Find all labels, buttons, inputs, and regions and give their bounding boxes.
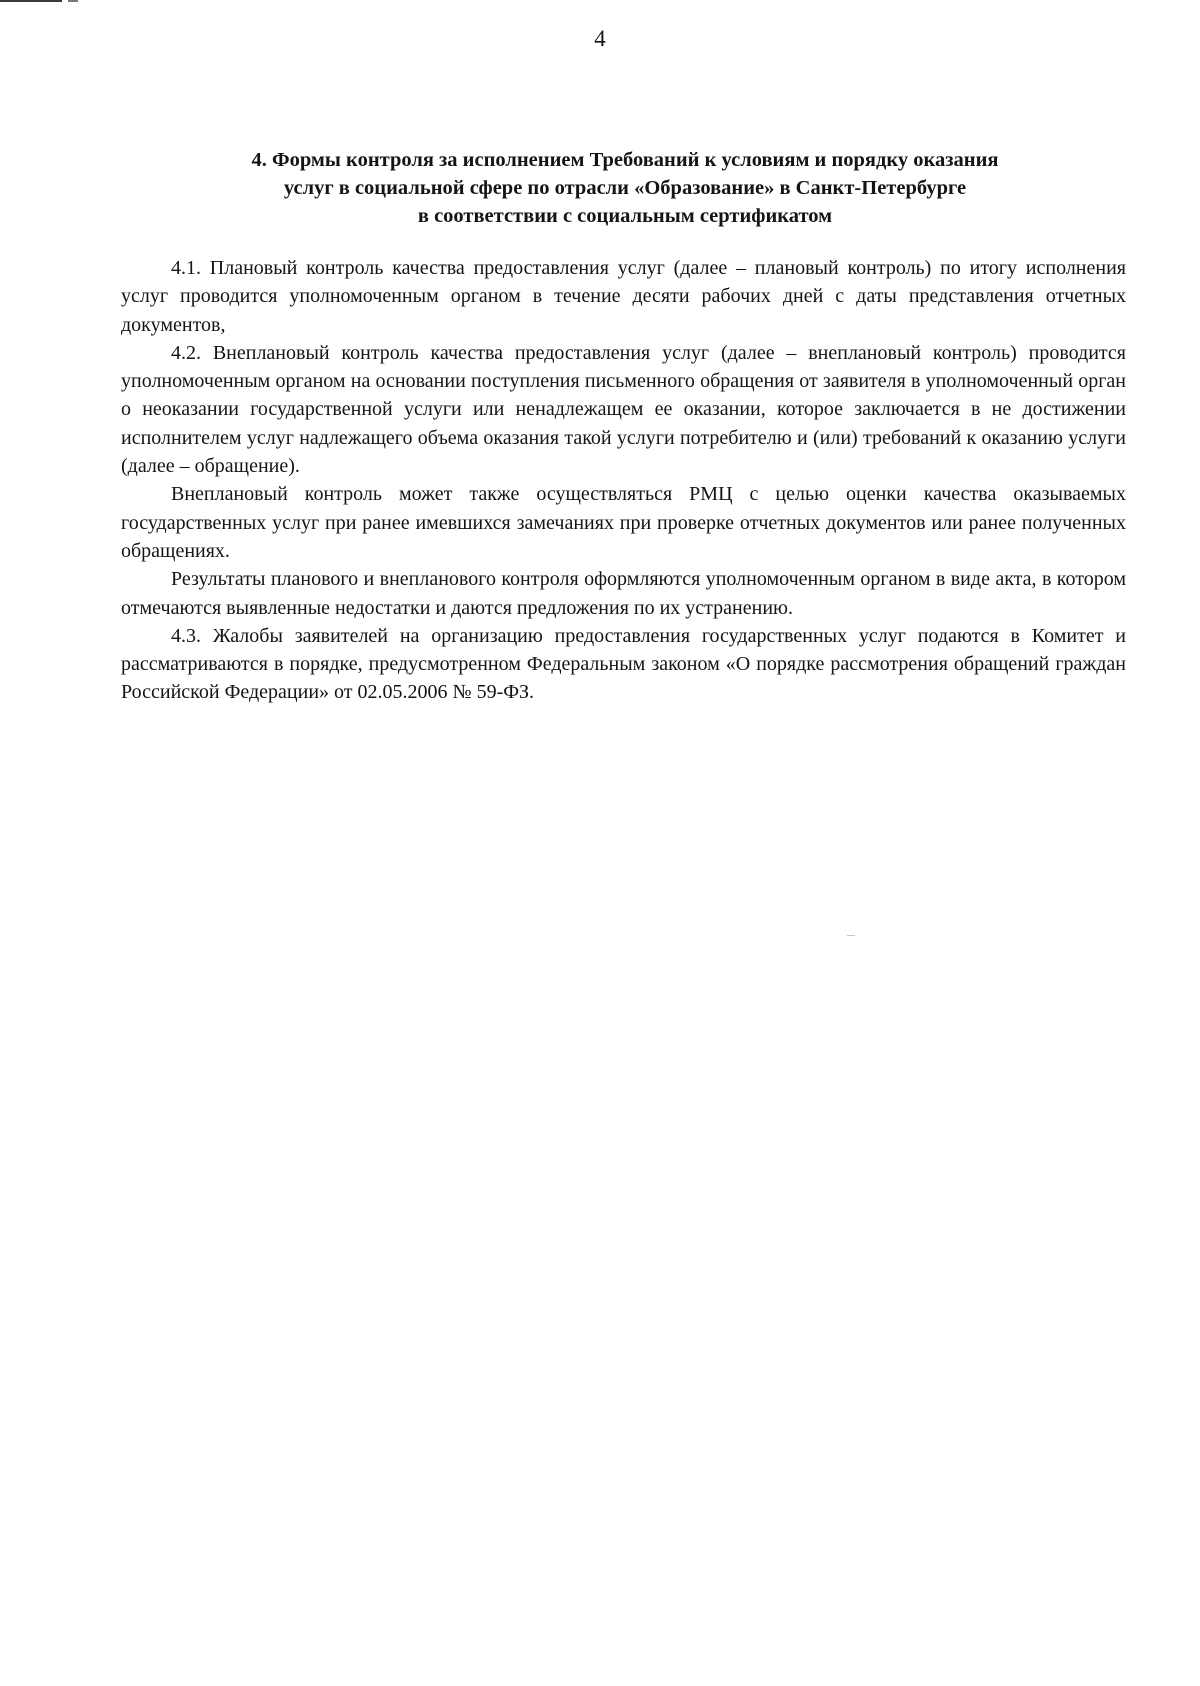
section-body [121, 254, 1126, 707]
scan-artifact-dot [68, 0, 78, 2]
paragraph-control-results: Результаты планового и внепланового контроля оформляются уполномоченным органом в виде акта, в котором отмечаются выявленные недостатки и даются предложения по их устранению. [121, 568, 1126, 619]
paragraph-4-1: 4.1. Плановый контроль качества предоставления услуг (далее – плановый контроль) по итогу исполнения услуг проводится уполномоченным органом в течение десяти рабочих дней с даты представления отчетных документов, [121, 257, 1126, 336]
section-heading [150, 146, 1100, 230]
paragraph-unscheduled-control: Внеплановый контроль может также осуществляться РМЦ с целью оценки качества оказываемых государственных услуг при ранее имевшихся замечаниях при проверке отчетных документов или ранее полученных обращениях. [121, 483, 1126, 562]
paragraph-4-3: 4.3. Жалобы заявителей на организацию предоставления государственных услуг подаются в Комитет и рассматриваются в порядке, предусмотренном Федеральным законом «О порядке рассмотрения обращений граждан Российской Федерации» от 02.05.2006 № 59-ФЗ. [121, 624, 1126, 704]
scan-artifact-line [0, 0, 62, 2]
section-heading-line: 4. Формы контроля за исполнением Требований к условиям и порядку оказания [251, 149, 999, 171]
section-heading-line: услуг в социальной сфере по отрасли «Образование» в Санкт-Петербурге [283, 177, 967, 199]
paragraph-4-2: 4.2. Внеплановый контроль качества предоставления услуг (далее – внеплановый контроль) проводится уполномоченным органом на основании поступления письменного обращения от заявителя в уполномоченный орган о неоказании государственной услуги или ненадлежащем ее оказании, которое заключается в не достижении исполнителем услуг надлежащего объема оказания такой услуги потребителю и (или) требований к оказанию услуги (далее – обращение). [121, 341, 1126, 478]
page-number: 4 [594, 26, 606, 51]
scan-speck [847, 935, 855, 936]
section-heading-line: в соответствии с социальным сертификатом [417, 205, 833, 227]
